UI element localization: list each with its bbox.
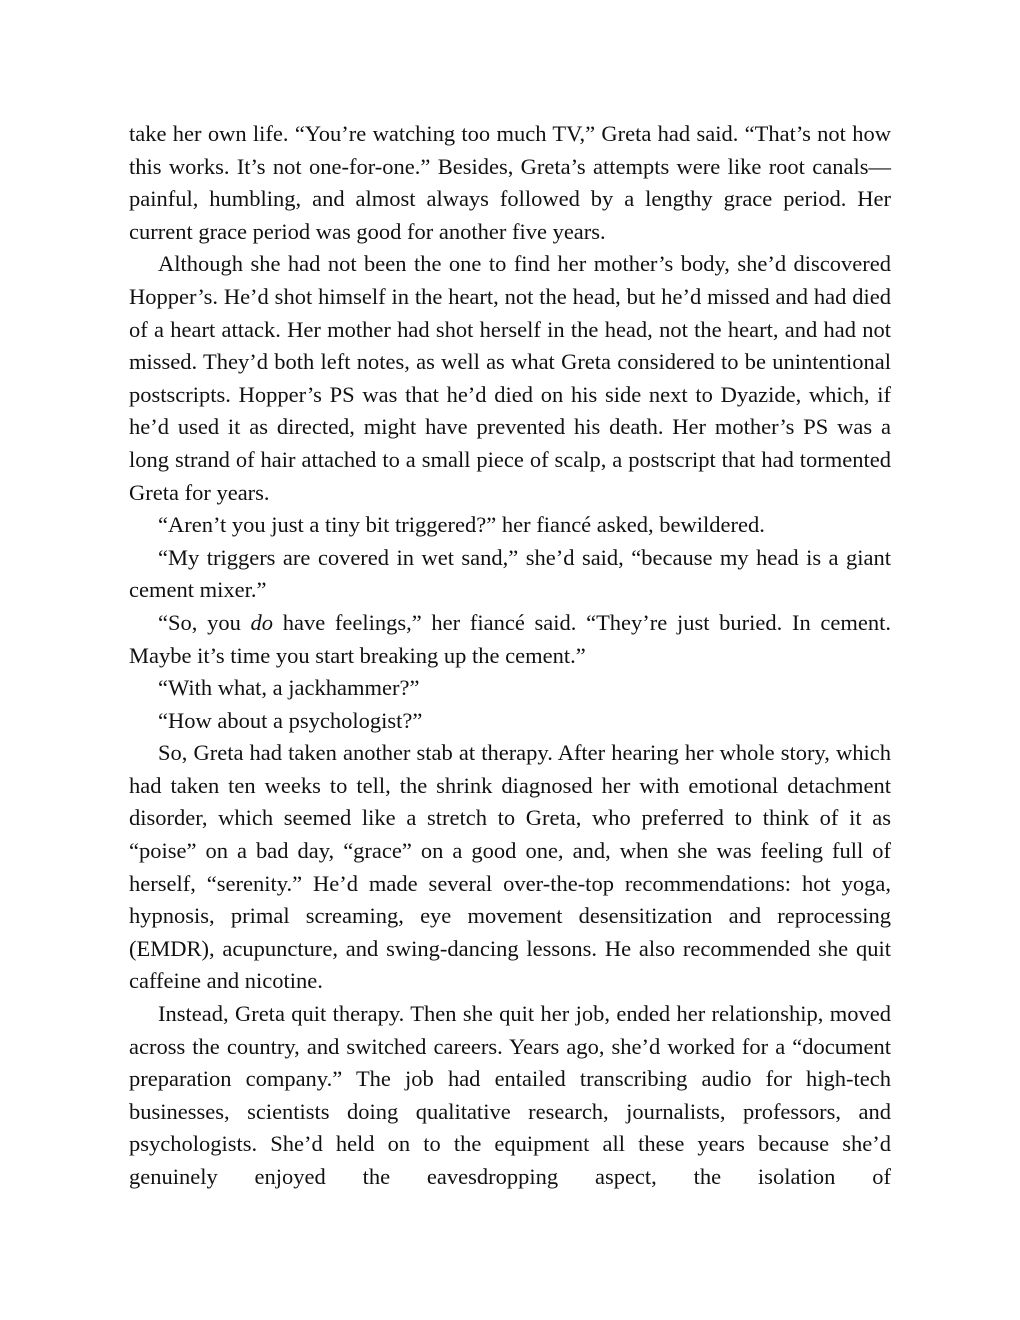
paragraph-5-emphasis: do [250,609,274,635]
paragraph-3: “Aren’t you just a tiny bit triggered?” her fiancé asked, bewildered. [158,512,765,538]
paragraph-6: “With what, a jackhammer?” [158,675,420,701]
paragraph-5-after: have feelings,” her fiancé said. “They’re just buried. In cement. Maybe it’s time you start breaking up the cement.” [129,609,892,668]
paragraph-5-before: “So, you [158,609,251,635]
paragraph-8: So, Greta had taken another stab at therapy. After hearing her whole story, which had taken ten weeks to tell, the shrink diagnosed her with emotional detachment disorder, which seemed like a stretch to Greta, who preferred to think of it as “poise” on a bad day, “grace” on a good one, and, when she was feeling full of herself, “serenity.” He’d made several over-the-top recommendations: hot yoga, hypnosis, primal screaming, eye movement desensitization and reprocessing (EMDR), acupuncture, and swing-dancing lessons. He also recommended she quit caffeine and nicotine. [129,740,891,994]
paragraph-2: Although she had not been the one to find her mother’s body, she’d discovered Hopper’s. He’d shot himself in the heart, not the head, but he’d missed and had died of a heart attack. Her mother had shot herself in the head, not the heart, and had not missed. They’d both left notes, as well as what Greta considered to be unintentional postscripts. Hopper’s PS was that he’d died on his side next to Dyazide, which, if he’d used it as directed, might have prevented his death. Her mother’s PS was a long strand of hair attached to a small piece of scalp, a postscript that had tormented Greta for years. [129,251,891,505]
paragraph-9: Instead, Greta quit therapy. Then she quit her job, ended her relationship, moved across the country, and switched careers. Years ago, she’d worked for a “document preparation company.” The job had entailed transcribing audio for high-tech businesses, scientists doing qualitative research, journalists, professors, and psychologists. She’d held on to the equipment all these years because she’d genuinely enjoyed the eavesdropping aspect, the isolation of [129,1001,891,1189]
book-page-body [129,118,891,1194]
paragraph-7: “How about a psychologist?” [158,707,423,733]
paragraph-5 [129,607,891,672]
paragraph-4: “My triggers are covered in wet sand,” she’d said, “because my head is a giant cement mixer.” [129,544,891,603]
paragraph-1: take her own life. “You’re watching too much TV,” Greta had said. “That’s not how this works. It’s not one-for-one.” Besides, Greta’s attempts were like root canals—painful, humbling, and almost always followed by a lengthy grace period. Her current grace period was good for another five years. [129,121,891,244]
